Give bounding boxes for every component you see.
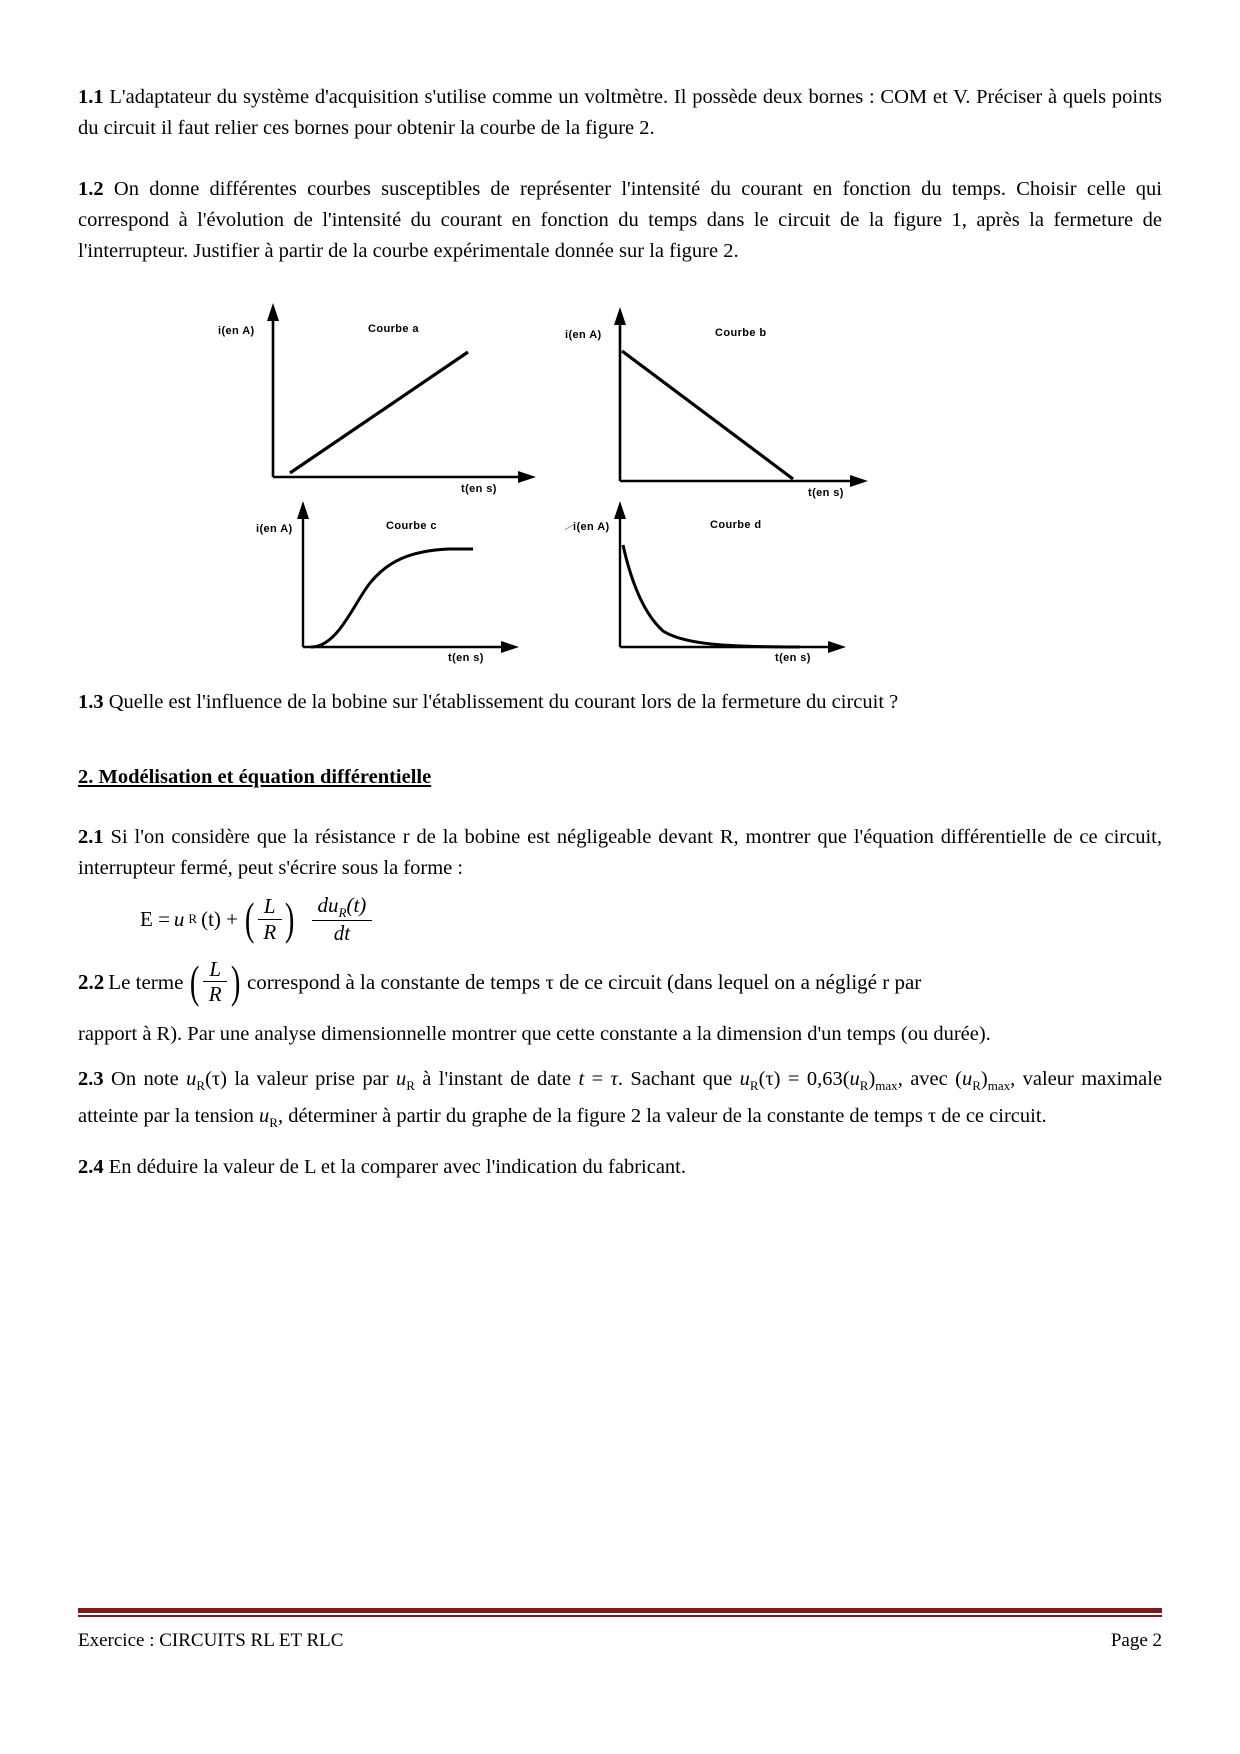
question-1-1-text: L'adaptateur du système d'acquisition s'utilise comme un voltmètre. Il possède deux bornes : COM et V. Préciser à quels points du circuit il faut relier ces bornes pour obtenir la courbe de la figure 2. bbox=[78, 86, 1162, 139]
symbol-equals: = bbox=[591, 1068, 604, 1091]
courbe-c-ylabel: i(en A) bbox=[256, 523, 293, 535]
symbol-u: u bbox=[186, 1068, 197, 1091]
equation-lhs: E = bbox=[140, 907, 170, 931]
derivative-sub: R bbox=[338, 904, 347, 920]
y-axis-arrow-icon bbox=[297, 501, 309, 519]
question-1-3 bbox=[78, 687, 1162, 718]
footer-rule-thin bbox=[78, 1615, 1162, 1617]
x-axis-arrow-icon bbox=[828, 641, 846, 653]
umax-1: $(u_R)$ bbox=[842, 1068, 876, 1094]
courbe-a-xlabel: t(en s) bbox=[461, 483, 497, 495]
symbol-u-3: u bbox=[739, 1068, 750, 1091]
curve-path bbox=[311, 549, 473, 647]
curves-figure-group bbox=[78, 287, 1162, 687]
question-2-2-continued: rapport à R). Par une analyse dimensionnelle montrer que cette constante a la dimension d'un temps (ou durée). bbox=[78, 1023, 991, 1046]
q23-part-a: On note bbox=[111, 1068, 179, 1091]
q23-part-b: la valeur prise par bbox=[234, 1068, 389, 1091]
fraction-l-over-r bbox=[257, 895, 282, 942]
right-paren: ) bbox=[285, 893, 295, 945]
courbe-b-title: Courbe b bbox=[715, 327, 767, 339]
q23-part-h: de la figure 2 la valeur de la constante de temps τ de ce circuit. bbox=[532, 1105, 1047, 1128]
symbol-u-4: u bbox=[259, 1105, 270, 1128]
max-sub-2: max bbox=[987, 1078, 1011, 1094]
max-sub-1: max bbox=[875, 1078, 898, 1094]
question-2-2 bbox=[78, 955, 1162, 1007]
spacer bbox=[78, 144, 1162, 174]
symbol-u-2: u bbox=[395, 1068, 407, 1091]
derivative-arg: (t) bbox=[346, 892, 367, 917]
left-paren: ( bbox=[244, 893, 255, 945]
page-footer bbox=[78, 1630, 1162, 1652]
equation-lr-fraction bbox=[242, 893, 297, 945]
footer-page-number: Page 2 bbox=[1110, 1630, 1162, 1651]
equation-u-symbol: u bbox=[173, 907, 185, 931]
courbe-a-ylabel: i(en A) bbox=[218, 325, 255, 337]
x-axis-arrow-icon bbox=[850, 475, 868, 487]
fraction-du-dt bbox=[312, 894, 373, 945]
q23-part-c: à l'instant de date bbox=[422, 1068, 572, 1091]
question-2-1-text: Si l'on considère que la résistance r de la bobine est négligeable devant R, montrer que l'équation différentielle de ce circuit, interrupteur fermé, peut s'écrire sous la forme : bbox=[78, 826, 1162, 879]
x-axis-arrow-icon bbox=[518, 471, 536, 483]
question-1-2-text: On donne différentes courbes susceptibles de représenter l'intensité du courant en fonction du temps. Choisir celle qui correspond à l'évolution de l'intensité du courant en fonction du temps dans le circuit de la figure 1, après la fermeture de l'interrupteur. Justifier à partir de la courbe expérimentale donnée sur la figure 2. bbox=[78, 178, 1162, 262]
equation-2-1 bbox=[140, 890, 1162, 948]
spacer bbox=[78, 718, 1162, 762]
chart-courbe-b bbox=[565, 299, 895, 499]
left-paren: ( bbox=[190, 955, 200, 1007]
equation-u-subscript: R bbox=[188, 911, 198, 926]
question-2-3: 2.3 On note $u_R(\tau)$ la valeur prise par $u_R$ à l'instant de date t = τ. Sachant que $u_R(\tau) = 0,63(u_R)_{max}$, avec $(u_R)_{max}$, valeur maximale atteinte par la tension $u_R$, déterminer à partir du graphe de la figure 2 la valeur de la constante de temps τ de ce circuit. bbox=[78, 1068, 1163, 1131]
curve-path bbox=[623, 545, 800, 647]
footer-left-text: Exercice : CIRCUITS RL ET RLC bbox=[78, 1630, 344, 1651]
symbol-tau-paren: (τ) bbox=[205, 1068, 227, 1091]
question-2-4-text: En déduire la valeur de L et la comparer avec l'indication du fabricant. bbox=[108, 1156, 686, 1179]
question-1-3-text: Quelle est l'influence de la bobine sur l'établissement du courant lors de la fermeture du circuit ? bbox=[108, 691, 899, 713]
question-2-4-number: 2.4 bbox=[78, 1156, 104, 1179]
question-2-2-text-after: correspond à la constante de temps τ de ce circuit (dans lequel on a négligé r par bbox=[246, 969, 922, 994]
spacer bbox=[78, 792, 1162, 822]
derivative-du: du bbox=[317, 892, 339, 917]
question-2-3-number: 2.3 bbox=[78, 1068, 104, 1091]
document-content bbox=[78, 82, 1162, 1183]
courbe-d-title: Courbe d bbox=[710, 519, 762, 531]
fraction-denominator: R bbox=[263, 919, 277, 944]
y-axis-arrow-icon bbox=[614, 307, 626, 325]
fraction-denominator: R bbox=[208, 982, 222, 1007]
chart-courbe-a bbox=[218, 295, 548, 495]
chart-courbe-d bbox=[565, 495, 885, 670]
fraction-numerator: L bbox=[258, 895, 282, 919]
courbe-a-title: Courbe a bbox=[368, 323, 419, 335]
fraction-l-over-r bbox=[203, 958, 228, 1005]
courbe-b-ylabel: i(en A) bbox=[565, 329, 602, 341]
section-2-heading: 2. Modélisation et équation différentielle bbox=[78, 766, 432, 788]
leader-line bbox=[565, 525, 573, 539]
question-1-1-number: 1.1 bbox=[78, 86, 104, 108]
spacer bbox=[78, 267, 1162, 287]
symbol-u-sub-2: R bbox=[406, 1078, 415, 1094]
symbol-tau-paren-2: (τ) bbox=[758, 1068, 781, 1091]
right-paren: ) bbox=[230, 955, 241, 1007]
question-2-1-number: 2.1 bbox=[78, 826, 104, 848]
q23-part-d: Sachant que bbox=[630, 1068, 733, 1091]
symbol-u-sub-3: R bbox=[749, 1078, 759, 1094]
symbol-t: t bbox=[578, 1068, 585, 1091]
symbol-equals-2: = bbox=[787, 1068, 800, 1091]
courbe-b-xlabel: t(en s) bbox=[808, 487, 844, 499]
question-2-2-number: 2.2 bbox=[78, 969, 105, 994]
q23-part-g: , déterminer à partir du graphe bbox=[277, 1105, 528, 1128]
q23-part-e: , avec bbox=[897, 1068, 948, 1091]
symbol-u-sub: R bbox=[196, 1078, 206, 1094]
question-1-2 bbox=[78, 174, 1162, 267]
equation-u-arg: (t) + bbox=[201, 907, 239, 931]
x-axis-arrow-icon bbox=[501, 641, 519, 653]
courbe-c-xlabel: t(en s) bbox=[448, 652, 484, 664]
y-axis-arrow-icon bbox=[267, 303, 279, 321]
courbe-d-ylabel: i(en A) bbox=[573, 521, 610, 533]
symbol-tau: τ bbox=[610, 1068, 618, 1091]
derivative-denominator: dt bbox=[333, 921, 351, 946]
symbol-u-sub-4: R bbox=[269, 1115, 278, 1131]
fraction-numerator: L bbox=[203, 958, 227, 982]
question-1-1 bbox=[78, 82, 1162, 144]
curve-path bbox=[622, 351, 793, 479]
courbe-d-xlabel: t(en s) bbox=[775, 652, 811, 664]
question-1-2-number: 1.2 bbox=[78, 178, 104, 200]
courbe-c-title: Courbe c bbox=[386, 520, 437, 532]
equation-2-2-fraction bbox=[187, 955, 242, 1007]
y-axis-arrow-icon bbox=[614, 501, 626, 519]
question-2-1 bbox=[78, 822, 1162, 884]
chart-courbe-c bbox=[258, 495, 558, 670]
question-2-2-text-before: Le terme bbox=[108, 969, 184, 994]
footer-rule-thick bbox=[78, 1608, 1162, 1613]
curve-path bbox=[290, 352, 468, 473]
derivative-numerator bbox=[312, 894, 373, 922]
question-2-4 bbox=[78, 1152, 1162, 1183]
umax-2: $(u_R)$ bbox=[955, 1068, 988, 1094]
value-063: 0,63 bbox=[806, 1068, 843, 1091]
question-1-3-number: 1.3 bbox=[78, 691, 104, 713]
q23-part-f: , valeur maximale atteinte par la tension bbox=[78, 1068, 1163, 1128]
